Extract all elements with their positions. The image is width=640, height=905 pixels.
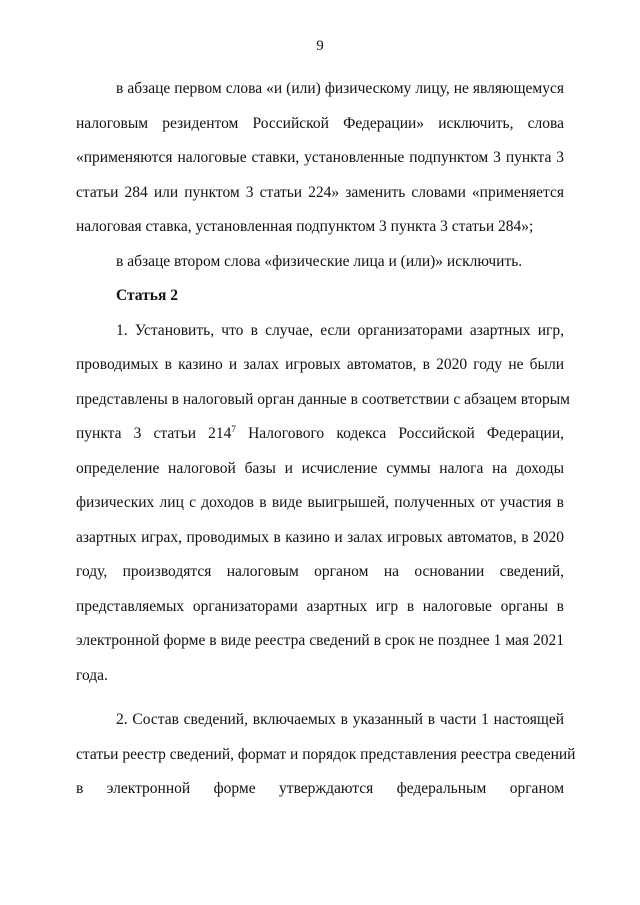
text-line: электронной форме в виде реестра сведений в срок не позднее 1 мая 2021	[76, 632, 564, 649]
text-line: азартных играх, проводимых в казино и залах игровых автоматов, в 2020	[76, 528, 564, 546]
text-line: «применяются налоговые ставки, установленные подпунктом 3 пункта 3	[76, 149, 564, 166]
text-line: проводимых в казино и залах игровых автоматов, в 2020 году не были	[76, 356, 564, 373]
text-line: году, производятся налоговым органом на основании сведений,	[76, 563, 564, 580]
text-line: в абзаце втором слова «физические лица и (или)» исключить.	[116, 252, 523, 270]
text-line: в электронной форме утверждаются федеральным органом	[76, 780, 564, 797]
text-line: налоговая ставка, установленная подпунктом 3 пункта 3 статьи 284»;	[76, 218, 534, 235]
document-body	[76, 72, 576, 807]
paragraph-amendment-2	[76, 245, 564, 280]
text-line: налоговым резидентом Российской Федерации» исключить, слова	[76, 114, 564, 132]
paragraph-amendment-1	[76, 72, 564, 245]
text-line: 1. Установить, что в случае, если организаторами азартных игр,	[116, 321, 564, 339]
text-line: в абзаце первом слова «и (или) физическому лицу, не являющемуся	[116, 80, 564, 97]
article-paragraph-1	[76, 314, 570, 694]
superscript: 7	[231, 424, 236, 434]
page-number: 9	[316, 38, 324, 54]
text-line: физических лиц с доходов в виде выигрышей, полученных от участия в	[76, 494, 564, 511]
article-heading: Статья 2	[116, 287, 178, 304]
paragraph-gap	[76, 693, 564, 703]
text-line: 2. Состав сведений, включаемых в указанный в части 1 настоящей	[116, 711, 564, 728]
text-line: представлены в налоговый орган данные в соответствии с абзацем вторым	[76, 390, 570, 408]
text-line: года.	[76, 666, 108, 684]
text-fragment: пункта 3 статьи 214	[76, 425, 232, 442]
text-line-with-superscript	[76, 417, 564, 452]
text-fragment: Налогового кодекса Российской Федерации,	[235, 425, 564, 442]
text-line: представляемых организаторами азартных игр в налоговые органы в	[76, 597, 564, 615]
article-paragraph-2	[76, 703, 576, 807]
text-line: статьи реестр сведений, формат и порядок представления реестра сведений	[76, 745, 576, 763]
text-line: статьи 284 или пунктом 3 статьи 224» заменить словами «применяется	[76, 183, 564, 201]
text-line: определение налоговой базы и исчисление суммы налога на доходы	[76, 459, 564, 477]
